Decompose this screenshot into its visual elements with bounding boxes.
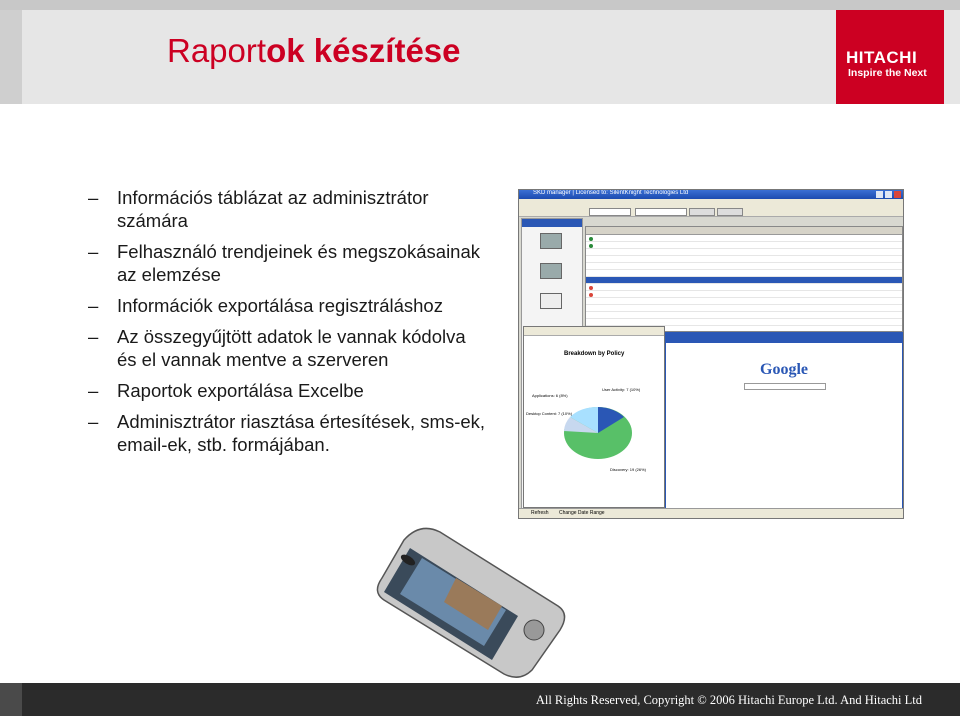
footer-accent — [0, 683, 22, 716]
grid-row — [586, 270, 902, 277]
refresh-label: Refresh — [531, 510, 549, 516]
bullet-list — [88, 186, 488, 464]
status-icon — [589, 244, 593, 248]
hitachi-logo — [836, 10, 944, 104]
chart-label: Desktop Content: 7 (10%) — [526, 411, 573, 416]
grid-row-selected — [586, 277, 902, 284]
browser-titlebar — [666, 333, 902, 343]
chart-window — [523, 326, 665, 508]
chart-label: Applications: 6 (8%) — [532, 393, 568, 398]
chart-label: User Activity: 7 (10%) — [602, 387, 641, 392]
toolbar-button — [689, 208, 715, 216]
maximize-icon — [885, 191, 892, 198]
screenshot-menubar — [519, 199, 903, 206]
grid-row — [586, 312, 902, 319]
title-band-accent — [0, 10, 22, 104]
status-icon — [589, 293, 593, 297]
chart-title: Breakdown by Policy — [564, 351, 625, 357]
logo-tagline: Inspire the Next — [848, 67, 927, 79]
bullet-item: – Adminisztrátor riasztása értesítések, sms-ek, email-ek, stb. formájában. — [88, 410, 488, 456]
notifications-grid — [585, 226, 903, 332]
bullet-item: – Információs táblázat az adminisztrátor számára — [88, 186, 488, 232]
grid-row — [586, 305, 902, 312]
browser-window — [665, 332, 903, 510]
top-strip — [0, 0, 960, 10]
person-icon — [540, 263, 562, 279]
nav-pane-header — [522, 219, 582, 227]
grid-row — [586, 235, 902, 242]
pda-device-image — [370, 520, 570, 680]
status-icon — [589, 286, 593, 290]
screenshot-statusbar — [519, 508, 903, 519]
pda-dpad-icon — [524, 620, 544, 640]
status-icon — [589, 237, 593, 241]
bullet-item: – Az összegyűjtött adatok le vannak kódolva és el vannak mentve a szerveren — [88, 325, 488, 371]
date-range-label: Change Date Range — [559, 510, 605, 516]
title-normal: Raport — [167, 32, 267, 69]
title-bold: ok készítése — [266, 32, 461, 69]
screenshot-toolbar — [519, 206, 903, 217]
bullet-item: – Raportok exportálása Excelbe — [88, 379, 488, 402]
logo-brand: HITACHI — [846, 48, 918, 67]
title-band — [0, 10, 960, 104]
screenshot-thumb-icon — [540, 233, 562, 249]
bullet-item: – Információk exportálása regisztráláshoz — [88, 294, 488, 317]
grid-row — [586, 291, 902, 298]
document-icon — [540, 293, 562, 309]
grid-row — [586, 242, 902, 249]
chart-window-toolbar — [524, 327, 664, 336]
close-icon — [894, 191, 901, 198]
grid-row — [586, 284, 902, 291]
grid-row — [586, 249, 902, 256]
toolbar-combo — [635, 208, 687, 216]
toolbar-button — [717, 208, 743, 216]
footer-bar — [0, 683, 960, 716]
bullet-item: – Felhasználó trendjeinek és megszokásainak az elemzése — [88, 240, 488, 286]
grid-row — [586, 256, 902, 263]
grid-row — [586, 263, 902, 270]
minimize-icon — [876, 191, 883, 198]
pie-chart — [524, 341, 664, 501]
chart-label: Discovery: 19 (26%) — [610, 467, 647, 472]
screenshot-window-titlebar — [519, 190, 903, 199]
toolbar-combo — [589, 208, 631, 216]
grid-row — [586, 298, 902, 305]
grid-header — [586, 227, 902, 235]
grid-row — [586, 319, 902, 326]
page-title — [167, 32, 461, 70]
app-screenshot — [518, 189, 904, 519]
copyright-text: All Rights Reserved, Copyright © 2006 Hitachi Europe Ltd. And Hitachi Ltd — [535, 693, 922, 707]
search-box — [744, 383, 826, 390]
google-logo: Google — [760, 361, 808, 378]
screenshot-window-title: SKD manager | Licensed to: SilentKnight Technologies Ltd — [533, 190, 689, 196]
